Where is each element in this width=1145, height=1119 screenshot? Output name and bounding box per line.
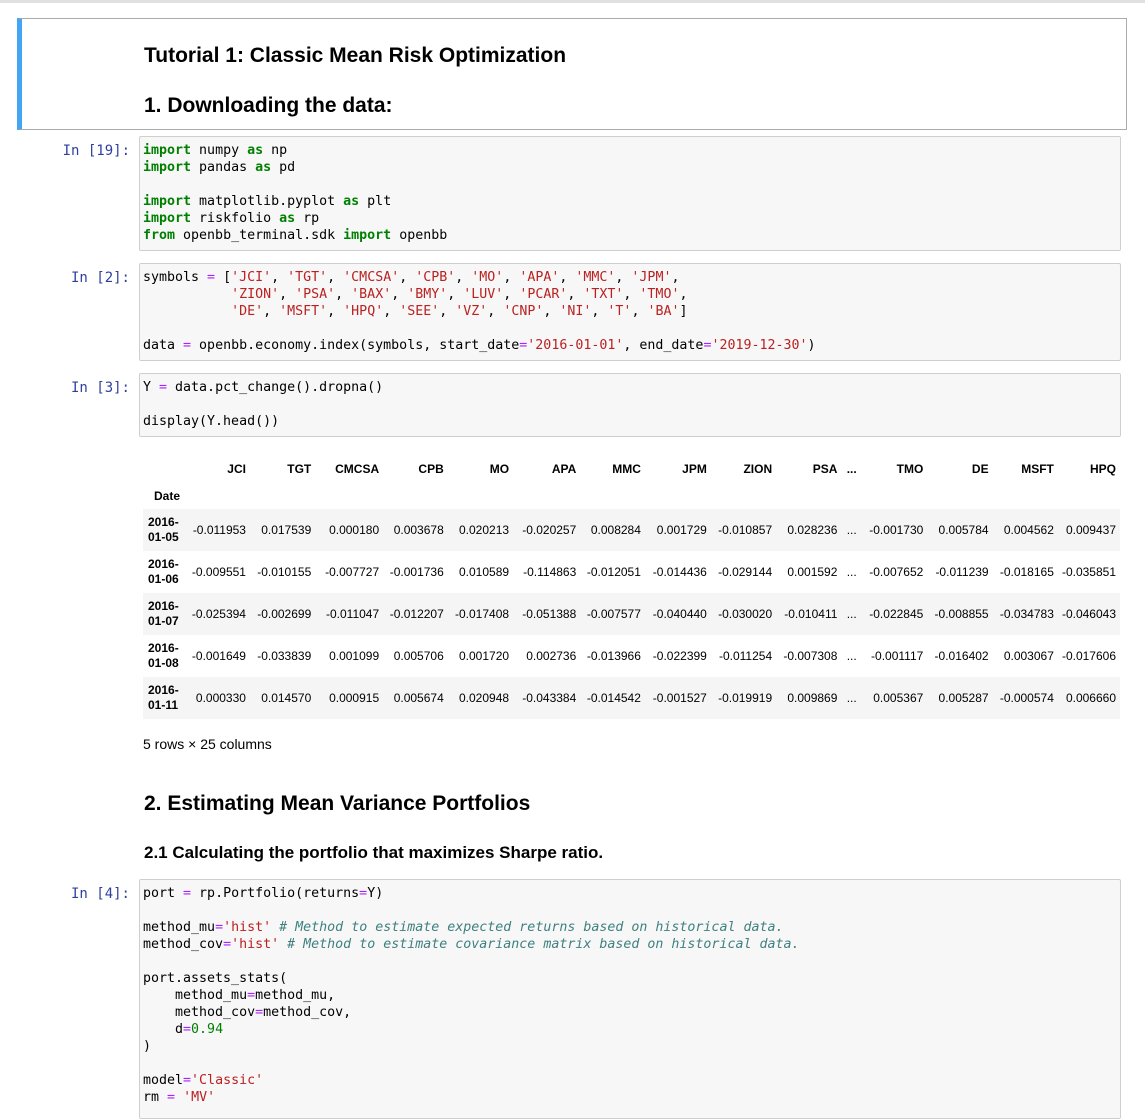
table-cell: 0.003067 [1003, 649, 1054, 663]
table-cell: -0.020257 [522, 523, 577, 537]
table-cell: 0.017539 [261, 523, 312, 537]
table-cell: ... [846, 649, 857, 663]
code-cell-portfolio[interactable] [139, 879, 1121, 1119]
dataframe-output[interactable] [143, 455, 1120, 723]
table-cell: -0.008855 [934, 607, 989, 621]
table-cell: -0.007577 [586, 607, 641, 621]
table-cell: 0.000915 [329, 691, 380, 705]
table-cell: 0.028236 [787, 523, 838, 537]
table-cell: -0.011953 [192, 523, 246, 537]
table-cell: -0.025394 [191, 607, 246, 621]
table-cell: 0.006660 [1065, 691, 1116, 705]
row-index-date: 2016- 01-06 [148, 557, 179, 586]
table-row [143, 635, 1120, 677]
column-header: CPB [418, 461, 444, 476]
code-editor[interactable]: symbols = ['JCI', 'TGT', 'CMCSA', 'CPB', 'MO', 'APA', 'MMC', 'JPM', 'ZION', 'PSA', 'BAX', 'BMY', 'LUV', 'PCAR', 'TXT', 'TMO', 'DE', 'MSFT', 'HPQ', 'SEE', 'VZ', 'CNP', 'NI', 'T', 'BA'] data = openbb.economy.index(symbols, start_date='2016-01-01', end_date='2019-12-30') [143, 270, 816, 353]
table-cell: -0.016402 [934, 649, 989, 663]
cell-prompt: In [2]: [70, 270, 130, 286]
section1-heading: 1. Downloading the data: [144, 94, 393, 117]
table-cell: -0.051388 [522, 607, 577, 621]
table-cell: 0.009869 [787, 691, 838, 705]
column-header: MSFT [1021, 461, 1054, 476]
table-cell: -0.018165 [999, 565, 1054, 579]
table-cell: 0.005287 [938, 691, 989, 705]
section21-heading: 2.1 Calculating the portfolio that maximizes Sharpe ratio. [144, 843, 604, 862]
table-cell: -0.009551 [191, 565, 246, 579]
row-index-date: 2016- 01-11 [148, 683, 179, 712]
dataframe-shape: 5 rows × 25 columns [143, 736, 272, 752]
table-cell: -0.012207 [389, 607, 444, 621]
top-border [0, 0, 1145, 3]
table-cell: 0.003678 [393, 523, 444, 537]
table-cell: -0.035851 [1061, 565, 1116, 579]
table-cell: 0.000330 [195, 691, 246, 705]
table-cell: -0.001730 [869, 523, 924, 537]
table-cell: 0.002736 [526, 649, 577, 663]
dataframe-table [143, 455, 1120, 719]
table-cell: -0.011254 [718, 649, 773, 663]
table-cell: 0.004562 [1003, 523, 1054, 537]
table-cell: -0.014436 [652, 565, 707, 579]
cell-prompt: In [4]: [70, 886, 130, 902]
table-cell: -0.011047 [325, 607, 380, 621]
table-row [143, 677, 1120, 719]
table-cell: -0.029144 [718, 565, 773, 579]
row-index-date: 2016- 01-05 [148, 515, 179, 544]
table-cell: -0.001649 [191, 649, 246, 663]
table-cell: 0.009437 [1065, 523, 1116, 537]
table-cell: 0.005674 [393, 691, 444, 705]
column-header: JCI [227, 461, 246, 476]
table-cell: -0.022845 [869, 607, 924, 621]
table-cell: -0.007308 [783, 649, 838, 663]
column-header: APA [551, 461, 577, 476]
index-name: Date [154, 488, 181, 503]
index-header-corner [143, 455, 188, 482]
table-cell: 0.010589 [458, 565, 510, 579]
code-cell-symbols[interactable] [139, 263, 1121, 361]
code-cell-returns[interactable] [139, 373, 1121, 437]
column-header: DE [971, 461, 989, 476]
table-cell: 0.005784 [938, 523, 989, 537]
cell-prompt: In [19]: [62, 143, 130, 159]
table-row [143, 593, 1120, 635]
table-cell: -0.014542 [586, 691, 641, 705]
table-cell: -0.013966 [586, 649, 641, 663]
column-header: CMCSA [335, 461, 380, 476]
table-cell: 0.020213 [458, 523, 510, 537]
code-cell-imports[interactable] [139, 136, 1121, 251]
column-header: PSA [812, 461, 838, 476]
column-header: HPQ [1089, 461, 1116, 476]
table-cell: 0.005706 [393, 649, 444, 663]
table-cell: -0.002699 [257, 607, 312, 621]
table-cell: -0.040440 [652, 607, 707, 621]
code-editor[interactable]: Y = data.pct_change().dropna() display(Y.head()) [143, 380, 384, 429]
row-index-date: 2016- 01-07 [148, 599, 179, 628]
table-cell: -0.046043 [1061, 607, 1116, 621]
column-header: JPM [682, 461, 707, 476]
table-cell: -0.012051 [586, 565, 641, 579]
table-cell: -0.010411 [784, 607, 838, 621]
table-row [143, 551, 1120, 593]
table-cell: 0.001720 [458, 649, 510, 663]
table-cell: -0.007727 [325, 565, 380, 579]
section2-heading: 2. Estimating Mean Variance Portfolios [144, 792, 531, 815]
table-cell: -0.001527 [652, 691, 707, 705]
column-header: ... [846, 461, 857, 476]
table-cell: -0.033839 [257, 649, 312, 663]
table-cell: -0.034783 [999, 607, 1054, 621]
table-cell: -0.019919 [718, 691, 773, 705]
table-cell: -0.022399 [652, 649, 707, 663]
table-cell: -0.007652 [869, 565, 924, 579]
column-header: MMC [612, 461, 641, 476]
table-cell: -0.001117 [871, 649, 924, 663]
row-index-date: 2016- 01-08 [148, 641, 179, 670]
table-cell: 0.008284 [590, 523, 641, 537]
table-cell: -0.043384 [522, 691, 577, 705]
table-cell: 0.005367 [873, 691, 924, 705]
table-cell: -0.000574 [999, 691, 1054, 705]
table-row [143, 509, 1120, 551]
table-cell: 0.014570 [261, 691, 312, 705]
column-header: TGT [287, 461, 312, 476]
table-cell: 0.001099 [329, 649, 380, 663]
table-cell: 0.001592 [787, 565, 838, 579]
table-cell: ... [846, 523, 857, 537]
table-cell: 0.000180 [329, 523, 380, 537]
table-cell: 0.001729 [656, 523, 707, 537]
table-cell: -0.017408 [455, 607, 510, 621]
table-cell: -0.010857 [718, 523, 773, 537]
table-cell: -0.001736 [389, 565, 444, 579]
column-header: TMO [896, 461, 924, 476]
table-cell: 0.020948 [458, 691, 510, 705]
column-header: ZION [743, 461, 773, 476]
code-editor[interactable]: import numpy as np import pandas as pd import matplotlib.pyplot as plt import riskfolio as rp from openbb_terminal.sdk import openbb [143, 143, 448, 243]
table-cell: ... [846, 565, 857, 579]
table-cell: -0.011239 [935, 565, 989, 579]
code-editor[interactable]: port = rp.Portfolio(returns=Y) method_mu='hist' # Method to estimate expected returns based on historical data. method_cov='hist' # Method to estimate covariance matrix based on historical data. port.assets_stats( method_mu=method_mu, method_cov=method_cov, d=0.94 ) model='Classic' rm = 'MV' [143, 886, 800, 1105]
table-cell: -0.114863 [523, 565, 577, 579]
column-header: MO [489, 461, 510, 476]
title-heading: Tutorial 1: Classic Mean Risk Optimization [144, 44, 567, 67]
table-cell: ... [846, 607, 857, 621]
table-cell: -0.017606 [1061, 649, 1116, 663]
table-cell: -0.010155 [257, 565, 312, 579]
cell-prompt: In [3]: [70, 380, 130, 396]
table-cell: -0.030020 [718, 607, 773, 621]
table-cell: ... [846, 691, 857, 705]
